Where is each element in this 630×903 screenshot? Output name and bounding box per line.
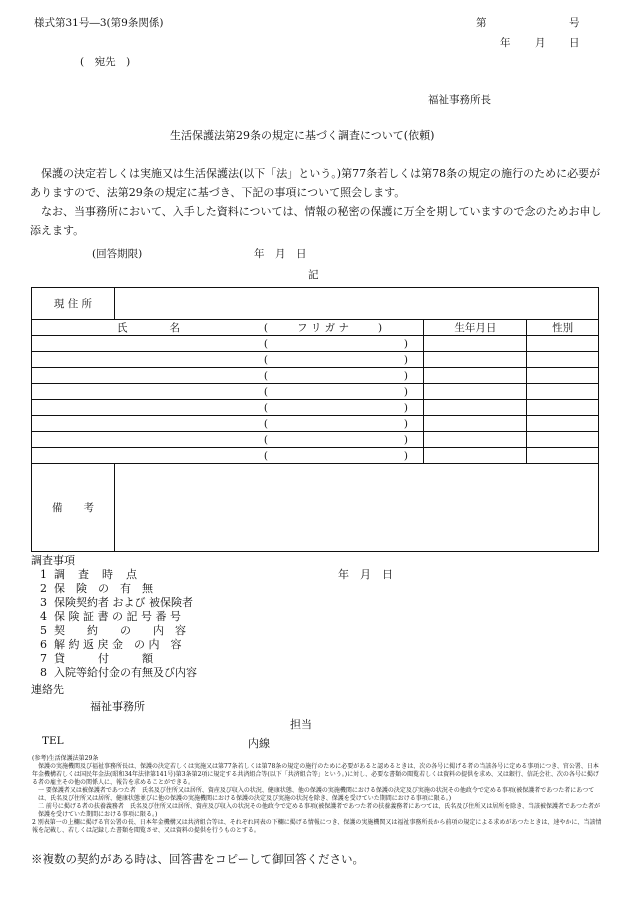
body-paragraph-1: 保護の決定若しくは実施又は生活保護法(以下「法」という。)第77条若しくは第78条の規定の施行のために必要がありますので、法第29条の規定に基づき、下記の事項について照会します。 [30, 167, 601, 199]
reference-notes [32, 755, 604, 835]
footer-note: ※複数の契約がある時は、回答書をコピーして御回答ください。 [31, 852, 365, 866]
form-number: 様式第31号―3(第9条関係) [34, 17, 164, 29]
row-paren-open: ( [263, 385, 268, 398]
survey-item: 8 入院等給付金の有無及び内容 [40, 666, 197, 679]
row-paren-open: ( [263, 369, 268, 382]
survey-item: 3 保険契約者 および 被保険者 [40, 596, 193, 609]
addressee: ( 宛先 ) [80, 56, 131, 68]
survey-date: 年 月 日 [338, 568, 393, 581]
furigana-open: ( [263, 322, 268, 334]
furigana-column-header: フ リ ガ ナ [296, 322, 349, 334]
row-paren-open: ( [263, 433, 268, 446]
contact-office: 福祉事務所 [90, 700, 145, 713]
note-title: (参考)生活保護法第29条 [32, 755, 99, 762]
address-field[interactable] [114, 288, 598, 320]
row-paren-close: ) [403, 417, 408, 430]
table-row[interactable] [32, 352, 599, 368]
note-paragraph: 一 要保護者又は被保護者であつた者 氏名及び住所又は居所、資産及び収入の状況、健康状態、他の保護の実施機関における保護の決定及び実施の状況その他政令で定める事項(被保護者であつた者にあつては、氏名及び住所又は居所、健康状態並びに他の保護の実施機関における保護の決定及び実施の状況を除き、保護を受けていた期間における事項に限る。) [38, 787, 595, 802]
survey-item: 1 調 査 時 点 年 月 日 [40, 568, 393, 581]
table-row[interactable] [32, 448, 599, 464]
deadline-label: (回答期限) [92, 248, 143, 260]
document-number-dai: 第 [476, 17, 487, 29]
table-row[interactable] [32, 368, 599, 384]
sex-column-header: 性別 [527, 320, 599, 336]
contact-label: 連絡先 [31, 683, 64, 696]
table-row[interactable] [32, 416, 599, 432]
date-year: 年 [500, 37, 511, 49]
name-column-header: 氏 名 [117, 322, 180, 334]
date-day: 日 [569, 37, 580, 49]
table-row[interactable] [32, 400, 599, 416]
row-paren-open: ( [263, 353, 268, 366]
birthdate-column-header: 生年月日 [424, 320, 527, 336]
document-number-go: 号 [569, 17, 580, 29]
table-row[interactable] [32, 384, 599, 400]
row-paren-close: ) [403, 369, 408, 382]
row-paren-close: ) [403, 401, 408, 414]
contact-naisen: 内線 [248, 737, 270, 750]
table-row[interactable] [32, 432, 599, 448]
contact-tantou: 担当 [290, 718, 312, 731]
survey-item: 6 解 約 返 戻 金 の 内 容 [40, 638, 182, 651]
row-paren-close: ) [403, 433, 408, 446]
row-paren-close: ) [403, 449, 408, 462]
remarks-field[interactable] [114, 464, 598, 552]
survey-title: 調査事項 [31, 554, 75, 567]
page-title: 生活保護法第29条の規定に基づく調査について(依頼) [170, 129, 435, 142]
survey-item: 7 貸 付 額 [40, 652, 153, 665]
row-paren-open: ( [263, 401, 268, 414]
name-furigana-header [32, 320, 424, 336]
note-paragraph: 2 別表第一の上欄に掲げる官公署の長、日本年金機構又は共済組合等は、それぞれ同表の下欄に掲げる情報につき、保護の実施機関又は福祉事務所長から前項の規定による求めがあつたときは、速やかに、当該情報を記載し、若しくは記録した書類を閲覧させ、又は資料の提供を行うものとする。 [32, 819, 602, 834]
address-label: 現 住 所 [32, 288, 115, 320]
office-head: 福祉事務所長 [428, 94, 491, 106]
row-paren-open: ( [263, 449, 268, 462]
row-paren-open: ( [263, 417, 268, 430]
row-paren-open: ( [263, 337, 268, 350]
row-paren-close: ) [403, 337, 408, 350]
furigana-close: ) [378, 322, 383, 334]
date-month: 月 [535, 37, 546, 49]
survey-item: 4 保 険 証 書 の 記 号 番 号 [40, 610, 181, 623]
row-paren-close: ) [403, 353, 408, 366]
contact-tel: TEL [42, 735, 64, 747]
survey-item: 5 契 約 の 内 容 [40, 624, 186, 637]
remarks-label: 備 考 [32, 464, 115, 552]
deadline-date: 年 月 日 [254, 248, 307, 260]
survey-item: 2 保 険 の 有 無 [40, 582, 153, 595]
row-paren-close: ) [403, 385, 408, 398]
ki-heading: 記 [308, 269, 319, 281]
note-paragraph: 二 前号に掲げる者の扶養義務者 氏名及び住所又は居所、資産及び収入の状況その他政令で定める事項(被保護者であつた者の扶養義務者にあつては、氏名及び住所又は居所を除き、当該被保護者であつた者が保護を受けていた期間における事項に限る。) [38, 803, 601, 818]
table-row[interactable] [32, 336, 599, 352]
note-paragraph: 保護の実施機関及び福祉事務所長は、保護の決定若しくは実施又は第77条若しくは第78条の規定の施行のために必要があると認めるときは、次の各号に掲げる者の当該各号に定める事項につき、官公署、日本年金機構若しくは国民年金法(昭和34年法律第141号)第3条第2項に規定する共済組合等(以下「共済組合等」という。)に対し、必要な書類の閲覧若しくは資料の提供を求め、又は銀行、信託会社、次の各号に掲げる者の雇主その他の関係人に、報告を求めることができる。 [32, 763, 599, 786]
body-paragraph-2: なお、当事務所において、入手した資料については、情報の秘密の保護に万全を期していますので念のためお申し添えます。 [30, 205, 602, 237]
info-table [31, 287, 599, 552]
